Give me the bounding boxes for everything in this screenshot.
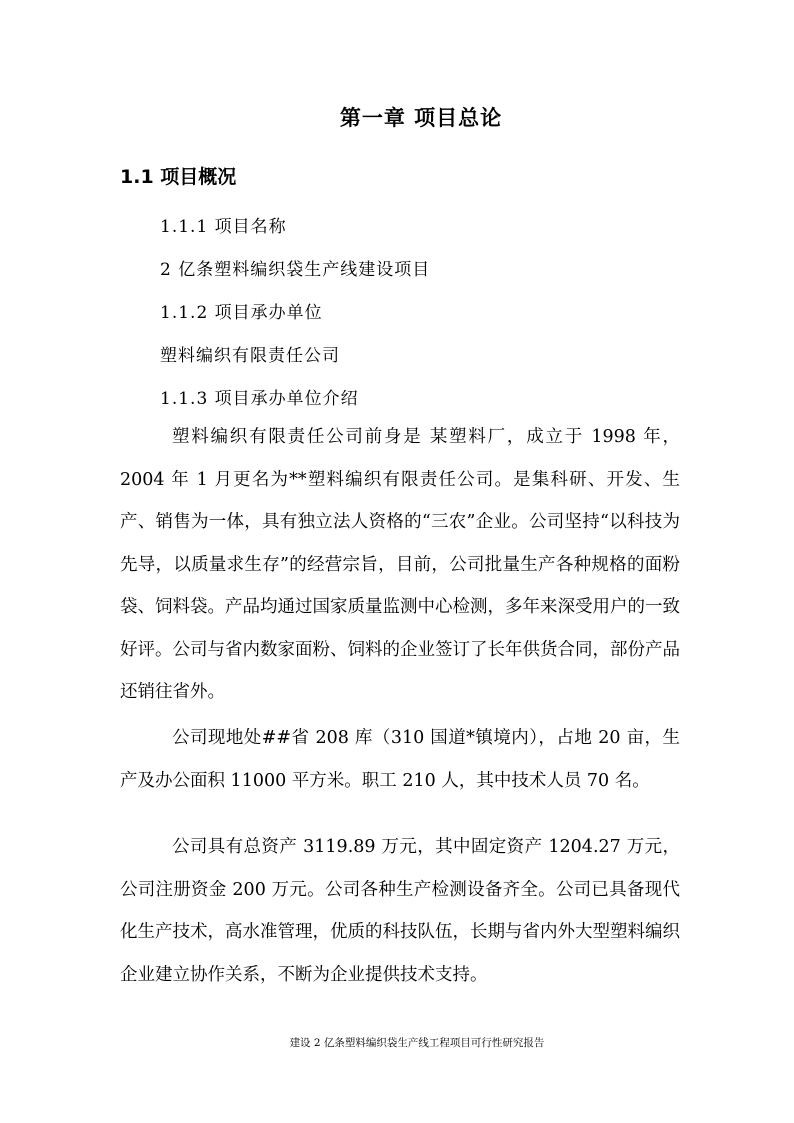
company-assets-paragraph: 公司具有总资产 3119.89 万元，其中固定资产 1204.27 万元，公司注册资金 200 万元。公司各种生产检测设备齐全。公司已具备现代化生产技术，高水准管理，优质的科技队伍，长期与省内外大型塑料编织企业建立协作关系，不断为企业提供技术支持。 <box>120 837 680 985</box>
company-name: 塑料编织有限责任公司 <box>160 346 340 366</box>
company-intro-paragraph: 塑料编织有限责任公司前身是 某塑料厂，成立于 1998 年，2004 年 1 月更名为**塑料编织有限责任公司。是集科研、开发、生产、销售为一体，具有独立法人资格的“三农”企业。公司坚持“以科技为先导，以质量求生存”的经营宗旨，目前，公司批量生产各种规格的面粉袋、饲料袋。产品均通过国家质量监测中心检测，多年来深受用户的一致好评。公司与省内数家面粉、饲料的企业签订了长年供货合同，部份产品还销往省外。 <box>120 427 680 702</box>
project-name: 2 亿条塑料编织袋生产线建设项目 <box>160 260 431 280</box>
subsection-heading-intro: 1.1.3 项目承办单位介绍 <box>160 389 359 409</box>
section-heading: 1.1 项目概况 <box>120 166 237 188</box>
chapter-title: 第一章 项目总论 <box>339 105 503 130</box>
page-footer: 建设 2 亿条塑料编织袋生产线工程项目可行性研究报告 <box>289 1037 545 1049</box>
company-location-paragraph: 公司现地处##省 208 库（310 国道*镇境内），占地 20 亩，生产及办公面积 11000 平方米。职工 210 人，其中技术人员 70 名。 <box>120 728 680 791</box>
subsection-heading-unit: 1.1.2 项目承办单位 <box>160 303 323 323</box>
subsection-heading-name: 1.1.1 项目名称 <box>160 217 287 237</box>
